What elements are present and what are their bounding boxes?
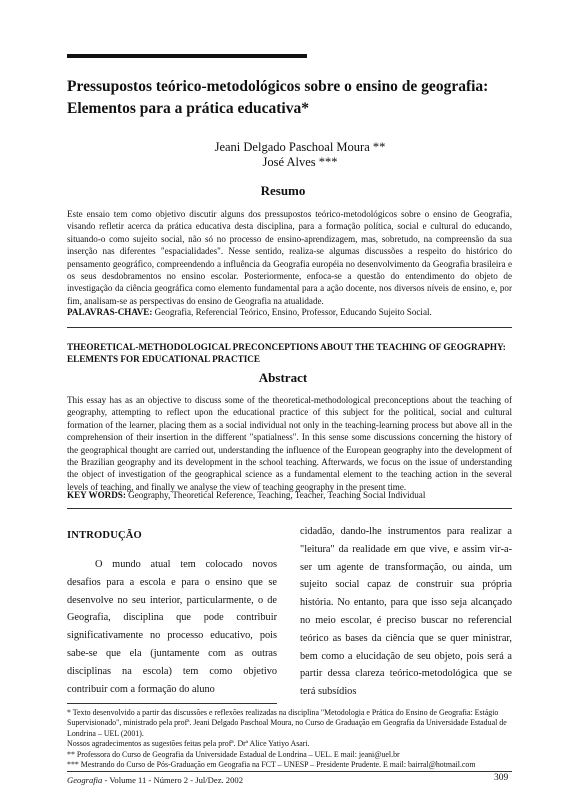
- abstract-body: This essay has as an objective to discuss some of the theoretical-methodological preconceptions about the teaching of geography, attempting to reflect upon the educational practice of this subject for the political, social and cultural formation of the learner, placing them as a social individual not only in the teaching-learning process but above all in the comprehension of their insertion in the different "spatialness". In this sense some discussions concerning the history of the geographical thought are carried out, understanding the influence of the European geography into the development of the Brazilian geography and its development in the school teaching. Afterwards, we focus on the issue of understanding the object of investigation of the geographical science as a fundamental element to the teaching action in the several levels of teaching, and finally we analyse the view of teaching geography in the present time.: [67, 395, 512, 492]
- authors: [150, 140, 450, 170]
- article-title: Pressupostos teórico-metodológicos sobre o ensino de geografia: Elementos para a prática educativa*: [67, 78, 489, 117]
- section-divider: [67, 508, 512, 509]
- intro-paragraph-left: O mundo atual tem colocado novos desafios para a escola e para o ensino que se desenvolve no seu interior, particularmente, o de Geografia, disciplina que pode contribuir significativamente no processo educativo, pois sabe-se que ela (juntamente com as outras disciplinas na escola) tem como objetivo contribuir com a formação do aluno: [67, 559, 277, 695]
- footnote-rule: [67, 703, 277, 704]
- footer-rule: [67, 771, 512, 772]
- author-1: Jeani Delgado Paschoal Moura **: [214, 140, 386, 154]
- palavras-chave-text: Geografia, Referencial Teórico, Ensino, Professor, Educando Sujeito Social.: [154, 307, 432, 317]
- introduction-heading: INTRODUÇÃO: [67, 530, 142, 541]
- body-column-right: [300, 523, 512, 701]
- author-2: José Alves ***: [262, 155, 338, 169]
- resumo-heading: Resumo: [260, 183, 306, 198]
- body-column-left: [67, 556, 277, 698]
- journal-issue: - Volume 11 - Número 2 - Jul/Dez. 2002: [102, 775, 243, 785]
- abstract-heading: Abstract: [258, 370, 308, 385]
- resumo-body: Este ensaio tem como objetivo discutir alguns dos pressupostos teórico-metodológicos sobre o ensino de Geografia, visando refletir acerca da prática educativa desta disciplina, para a formação política, social e cultural do educando, situando-o como sujeito social, não só no processo de ensino-aprendizagem, mas, sobretudo, na compreensão da sua inserção nas diferentes "espacialidades". Nesse sentido, realiza-se algumas discussões a respeito do histórico do pensamento geográfico, compreendendo a influência da Geografia européia no desenvolvimento da Geografia brasileira e os seus desdobramentos no ensino escolar. Posteriormente, enfoca-se a questão do entendimento do objeto de investigação da ciência geográfica como elemento fundamental para a ação docente, nos diversos níveis de ensino, e, por fim, analisam-se as perspectivas do ensino de Geografia na atualidade.: [67, 209, 512, 306]
- key-words: [67, 489, 512, 501]
- journal-footer: [67, 775, 243, 785]
- journal-name: Geografia: [67, 775, 103, 785]
- footnote: * Texto desenvolvido a partir das discussões e reflexões realizadas na disciplina "Metodologia e Prática do Ensino de Geografia: Estágio Supervisionado", ministrado pela profª. Jeani Delgado Paschoal Moura, no Curso de Graduação em Geografia da Universidade Estadual de Londrina – UEL (2001).: [67, 708, 507, 738]
- footnotes: [67, 708, 517, 770]
- footnote: *** Mestrando do Curso de Pós-Graduação em Geografia na FCT – UNESP – Presidente Prudente. E mail: bairral@hotmail.com: [67, 760, 476, 770]
- top-rule: [67, 54, 307, 58]
- palavras-chave-label: PALAVRAS-CHAVE:: [67, 307, 153, 317]
- key-words-label: KEY WORDS:: [67, 490, 126, 500]
- english-title: THEORETICAL-METHODOLOGICAL PRECONCEPTIONS ABOUT THE TEACHING OF GEOGRAPHY: ELEMENTS FOR EDUCATIONAL PRACTICE: [67, 342, 506, 364]
- footnote: Nossos agradecimentos as sugestões feitas pela profª. Drª Alice Yatiyo Asari.: [67, 739, 310, 749]
- key-words-text: Geography, Theoretical Reference, Teaching, Teacher, Teaching Social Individual: [128, 490, 426, 500]
- section-divider: [67, 327, 512, 328]
- intro-paragraph-right: cidadão, dando-lhe instrumentos para realizar a "leitura" da realidade em que vive, e assim vir-a-ser um agente de transformação, ou ainda, um sujeito social capaz de construir sua própria história. No entanto, para que isso seja alcançado no meio escolar, é preciso buscar no referencial teórico as bases da ciência que se quer ministrar, bem como a elucidação de seu objeto, pois será a partir dessa clareza teórico-metodológica que se terá subsídios: [300, 526, 512, 698]
- page-number: 309: [494, 773, 509, 783]
- palavras-chave: [67, 306, 512, 318]
- footnote: ** Professora do Curso de Geografia da Universidade Estadual de Londrina – UEL. E mail: jeani@uel.br: [67, 749, 400, 759]
